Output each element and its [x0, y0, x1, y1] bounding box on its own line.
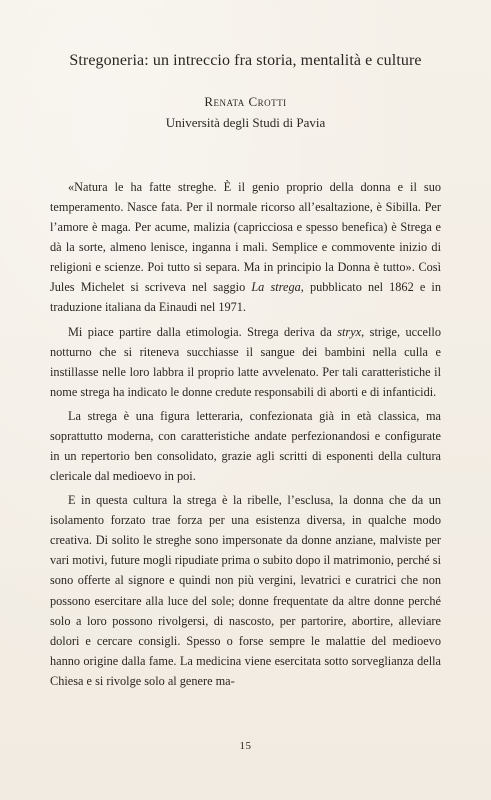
paragraph-1-italic-title: La strega: [251, 280, 301, 295]
paragraph-1: [50, 177, 441, 317]
author-name: Renata Crotti: [204, 94, 287, 109]
paragraph-4: E in questa cultura la strega è la ribelle, l’esclusa, la donna che da un isolamento forzato trae forza per una esistenza diversa, in qualche modo creativa. Di solito le streghe sono impersonate da donne anziane, malviste per vari motivi, future mogli ripudiate prima o subito dopo il matrimonio, perché si sono offerte al signore e quindi non più vergini, levatrici e curatrici che non possono esercitare alla luce del sole; donne frequentate da altre donne perché solo a loro possono rivolgersi, di nascosto, per partorire, abortire, alleviare dolori e cercare consigli. Spesso o forse sempre le malattie del medioevo hanno origine dalla fame. La medicina viene esercitata sotto sorveglianza della Chiesa e si rivolge solo al genere ma-: [50, 493, 441, 688]
chapter-title: Stregoneria: un intreccio fra storia, mentalità e culture: [69, 52, 422, 69]
paragraph-1-text-a: «Natura le ha fatte streghe. È il genio proprio della donna e il suo temperamento. Nasce fata. Per il normale ricorso all’esaltazione, è Sibilla. Per l’amore è maga. Per acume, malizia (capricciosa e spesso benefica) è Strega e dà la sorte, almeno lenisce, inganna i mali. Semplice e commovente inizio di religioni e scienze. Poi tutto si separa. Ma in principio la Donna è tutto». Così Jules Michelet si scriveva nel saggio: [50, 180, 441, 295]
paragraph-1-text-b: , pubblicato nel 1862 e in traduzione italiana da Einaudi nel 1971.: [50, 280, 441, 315]
paragraph-3: La strega è una figura letteraria, confezionata già in età classica, ma soprattutto moderna, con caratteristiche andate perfezionandosi e configurate in un repertorio ben consolidato, grazie agli scritti di esponenti della cultura clericale dal medioevo in poi.: [50, 408, 441, 484]
paragraph-2: [50, 322, 441, 402]
paragraph-2-text-a: Mi piace partire dalla etimologia. Strega deriva da: [68, 324, 338, 339]
body-text: [50, 177, 441, 691]
page-number: 15: [239, 740, 252, 752]
paragraph-2-text-b: , strige, uccello notturno che si riteneva succhiasse il sangue dei bambini nella culla e instillasse nelle loro labbra il proprio latte avvelenato. Per tali caratteristiche il nome strega ha indicato le donne credute responsabili di aborti e di infanticidi.: [50, 324, 441, 399]
author-affiliation: Università degli Studi di Pavia: [165, 115, 326, 130]
paragraph-2-italic-term: stryx: [337, 324, 362, 339]
